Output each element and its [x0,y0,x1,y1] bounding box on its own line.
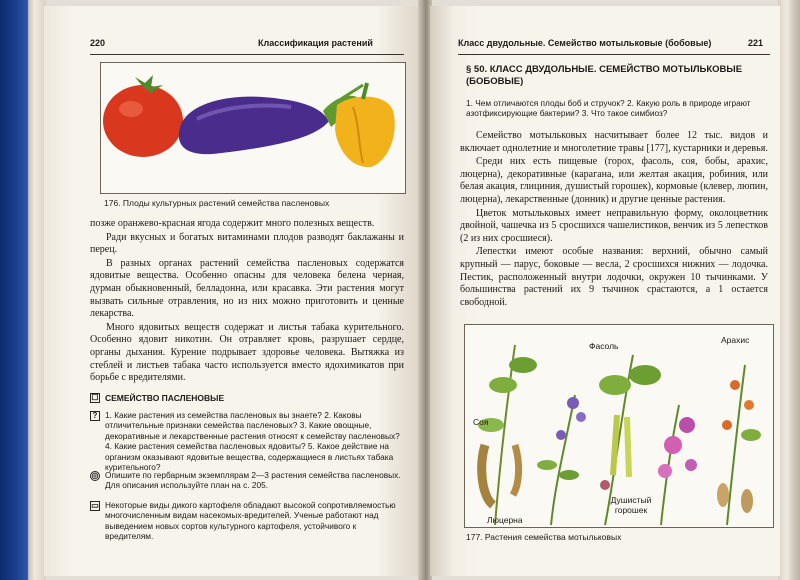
figure-177-legumes [464,324,774,528]
task-block [90,470,404,491]
tomato-icon [103,75,183,157]
label-soy: Соя [473,417,489,427]
paragraph: В разных органах растений семейства пасленовых содержатся ядовитые вещества. Особенно опасны для человека белена черная, дурман обыкновенный, белладонна, или красавка. Эти растения могут вызвать сильные отравления, но из них можно приготовить и ценные лекарства. [90,257,404,320]
label-sweet-pea: Душистый горошек [610,495,652,515]
note-text: Некоторые виды дикого картофеля обладают высокой сопротивляемостью многочисленным видам насекомых-вредителей. Ученые работают над выведением новых сортов культурного картофеля, устойчивого к вредителям. [105,500,396,542]
questions-block [90,410,404,472]
paragraph: Среди них есть пищевые (горох, фасоль, соя, бобы, арахис, люцерна), декоративные (карагана, или желтая акация, робиния, или белая акация, глициния, душистый горошек), кормовые (клевер, люпин, люцерна), лекарственные (донник) и другие ценные растения. [460,156,768,205]
figure-177-caption: 177. Растения семейства мотыльковых [466,532,622,542]
summary-title: СЕМЕЙСТВО ПАСЛЕНОВЫЕ [105,393,225,403]
task-marker-icon: ◎ [91,471,99,480]
task-text: Опишите по гербарным экземплярам 2—3 растения семейства пасленовых. Для описания используйте план на с. 205. [105,470,401,491]
soy-plant-icon [478,345,537,525]
questions-text: 1. Какие растения из семейства пасленовых вы знаете? 2. Каковы отличительные признаки семейства пасленовых? 3. Какие овощные, декоративные и лекарственные растения относят к семейству пасленовых? 4. Какие растения семейства пасленовых ядовиты? 5. Какое действие на организм оказывают ядовитые вещества, содержащиеся в листьях табака курительного? [105,410,400,473]
left-body-text [90,218,404,386]
question-marker-icon: ? [90,411,100,421]
note-block [90,500,404,542]
alfalfa-plant-icon [537,395,586,525]
sweet-pea-plant-icon [658,405,697,525]
paragraph: Много ядовитых веществ содержат и листья табака курительного. Особенно ядовит никотин. Он отравляет кровь, разрушает сердце, органы дыхания. Курение подрывает здоровье человека. Вытяжка из стеблей и листьев табака часто используется вместо ядохимикатов при борьбе с вредителями. [90,321,404,384]
vegetables-illustration [101,63,407,195]
book-page-edges-right [778,0,800,580]
left-running-title: Классификация растений [258,38,373,48]
right-running-title: Класс двудольные. Семейство мотыльковые (бобовые) [458,38,712,48]
paragraph: Лепестки имеют особые названия: верхний, обычно самый крупный — парус, боковые — весла, 2 сросшихся нижних — лодочка. Пестик, расположенный внутри лодочки, окружен 10 тычинками. У большинства растений их 9 тычинок срастаются, а 1 остается свободной. [460,246,768,308]
left-page [44,6,420,576]
left-page-number: 220 [90,38,106,48]
paragraph: Семейство мотыльковых насчитывает более 12 тыс. видов и включает однолетние и многолетние травы [177], кустарники и деревья. [460,130,768,154]
book-cover-edge-left [0,0,46,580]
label-bean: Фасоль [589,341,619,351]
figure-176-vegetables [100,62,406,194]
peanut-plant-icon [717,365,761,525]
summary-block [90,392,404,404]
book-marker-icon: ▭ [91,501,99,510]
label-peanut: Арахис [721,335,750,345]
figure-176-caption: 176. Плоды культурных растений семейства пасленовых [104,198,330,208]
right-page-number: 221 [748,38,764,48]
right-header-rule [458,54,770,55]
paragraph: позже оранжево-красная ягода содержит много полезных веществ. [90,218,375,229]
section-title: § 50. КЛАСС ДВУДОЛЬНЫЕ. СЕМЕЙСТВО МОТЫЛЬКОВЫЕ (БОБОВЫЕ) [466,64,743,87]
eggplant-icon [179,85,363,154]
intro-questions: 1. Чем отличаются плоды боб и стручок? 2. Какую роль в природе играют азотфиксирующие бактерии? 3. Что такое симбиоз? [466,98,751,119]
paragraph: Цветок мотыльковых имеет неправильную форму, околоцветник двойной, чашечка из 5 сросшихся чашелистиков, венчик из 5 лепестков (2 из них сросшиеся). [460,207,768,244]
paragraph: Ради вкусных и богатых витаминами плодов разводят баклажаны и перец. [90,231,404,256]
right-body-text [460,130,768,310]
right-page [430,6,780,576]
left-header-rule [90,54,404,55]
summary-marker-icon: ☐ [91,393,99,402]
label-alfalfa: Люцерна [487,515,523,525]
